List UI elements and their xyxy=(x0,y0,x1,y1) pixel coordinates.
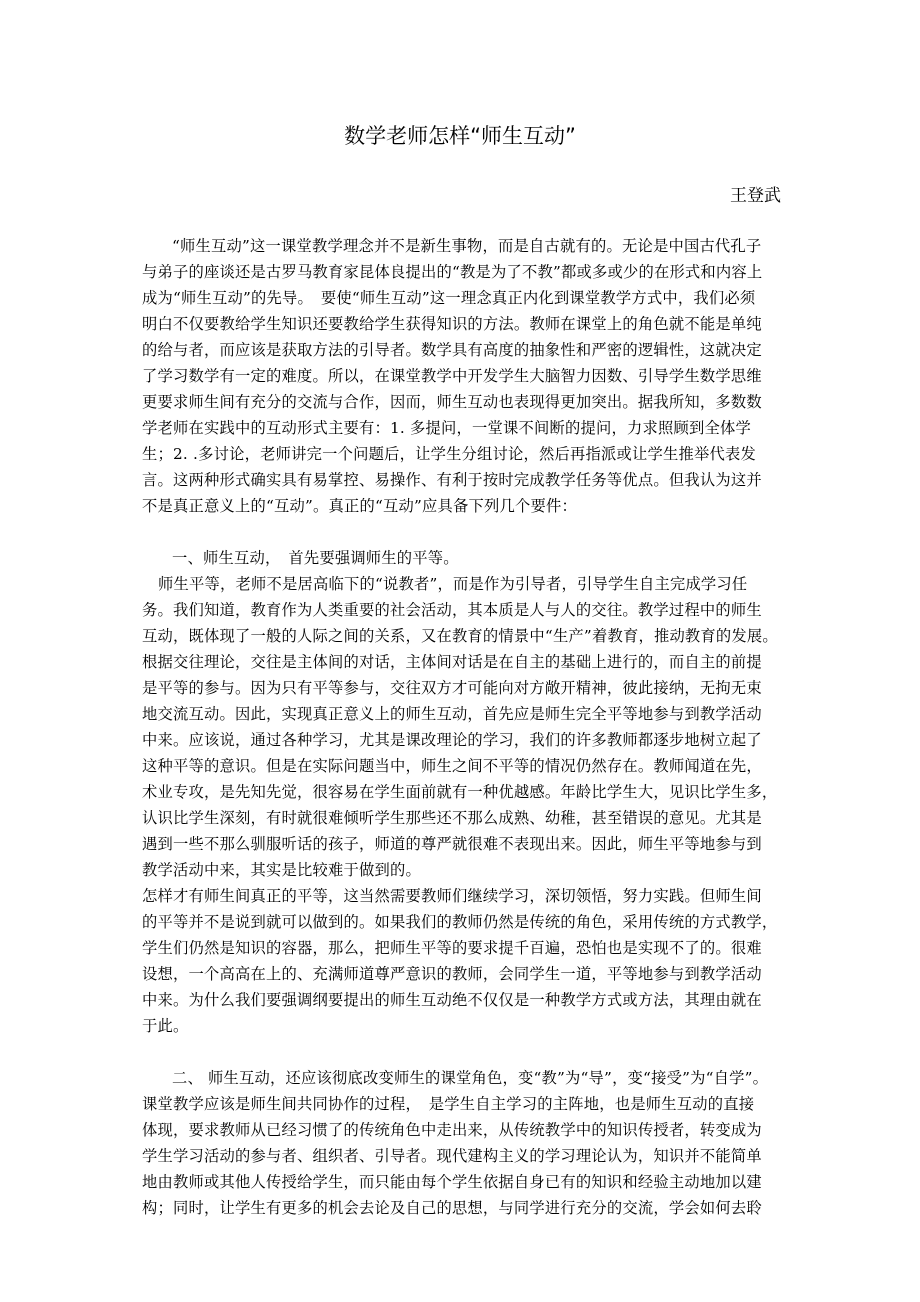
paragraph-line: 了学习数学有一定的难度。所以，在课堂教学中开发学生大脑智力因数、引导学生数学思维 xyxy=(142,367,762,385)
author-name: 王登武 xyxy=(730,186,781,206)
paragraph-line: 与弟子的座谈还是古罗马教育家昆体良提出的“教是为了不教”都或多或少的在形式和内容上 xyxy=(142,263,763,281)
paragraph-line: 生；2. .多讨论，老师讲完一个问题后，让学生分组讨论，然后再指派或让学生推举代表发 xyxy=(142,445,757,463)
paragraph-line: 体现，要求教师从已经习惯了的传统角色中走出来，从传统教学中的知识传授者，转变成为 xyxy=(142,1121,762,1139)
section-heading: 一、师生互动， 首先要强调师生的平等。 xyxy=(172,549,459,567)
paragraph-line: 的平等并不是说到就可以做到的。如果我们的教师仍然是传统的角色，采用传统的方式教学， xyxy=(142,913,778,931)
paragraph-line: 学生学习活动的参与者、组织者、引导者。现代建构主义的学习理论认为，知识并不能简单 xyxy=(142,1147,762,1165)
paragraph-line: 更要求师生间有充分的交流与合作，因而，师生互动也表现得更加突出。据我所知，多数数 xyxy=(142,393,762,411)
paragraph-line: 不是真正意义上的“互动”。真正的“互动”应具备下列几个要件： xyxy=(142,497,578,515)
paragraph-line: 务。我们知道，教育作为人类重要的社会活动，其本质是人与人的交往。教学过程中的师生 xyxy=(142,601,762,619)
paragraph-line: 根据交往理论，交往是主体间的对话，主体间对话是在自主的基础上进行的，而自主的前提 xyxy=(142,653,762,671)
paragraph-line: 怎样才有师生间真正的平等，这当然需要教师们继续学习，深切领悟，努力实践。但师生间 xyxy=(142,887,762,905)
document-title: 数学老师怎样“师生互动” xyxy=(344,124,576,148)
paragraph-line: 互动，既体现了一般的人际之间的关系，又在教育的情景中“生产”着教育，推动教育的发展。 xyxy=(142,627,778,645)
paragraph-line: 成为“师生互动”的先导。 要使“师生互动”这一理念真正内化到课堂教学方式中，我们必须 xyxy=(142,289,756,307)
paragraph-line: 构；同时，让学生有更多的机会去论及自己的思想，与同学进行充分的交流，学会如何去聆 xyxy=(142,1199,762,1217)
paragraph-line: 认识比学生深刻，有时就很难倾听学生那些还不那么成熟、幼稚，甚至错误的意见。尤其是 xyxy=(142,809,762,827)
paragraph-line: 地由教师或其他人传授给学生，而只能由每个学生依据自身已有的知识和经验主动地加以建 xyxy=(142,1173,762,1191)
paragraph-line: 明白不仅要教给学生知识还要教给学生获得知识的方法。教师在课堂上的角色就不能是单纯 xyxy=(142,315,762,333)
paragraph-line: 于此。 xyxy=(142,1017,189,1035)
paragraph-line: 是平等的参与。因为只有平等参与，交往双方才可能向对方敞开精神，彼此接纳，无拘无束 xyxy=(142,679,762,697)
paragraph-line: 中来。应该说，通过各种学习，尤其是课改理论的学习，我们的许多教师都逐步地树立起了 xyxy=(142,731,762,749)
paragraph-line: 学老师在实践中的互动形式主要有：1. 多提问，一堂课不间断的提问，力求照顾到全体学 xyxy=(142,419,751,437)
paragraph-line: 中来。为什么我们要强调纲要提出的师生互动绝不仅仅是一种教学方式或方法，其理由就在 xyxy=(142,991,762,1009)
section-heading: 二、 师生互动，还应该彻底改变师生的课堂角色，变“教”为“导”，变“接受”为“自学”。 xyxy=(172,1069,769,1087)
paragraph-line: 这种平等的意识。但是在实际问题当中，师生之间不平等的情况仍然存在。教师闻道在先， xyxy=(142,757,762,775)
paragraph-line: 教学活动中来，其实是比较难于做到的。 xyxy=(142,861,421,879)
paragraph-line: 设想，一个高高在上的、充满师道尊严意识的教师，会同学生一道，平等地参与到教学活动 xyxy=(142,965,762,983)
paragraph-line: 的给与者，而应该是获取方法的引导者。数学具有高度的抽象性和严密的逻辑性，这就决定 xyxy=(142,341,762,359)
paragraph-line: 师生平等，老师不是居高临下的“说教者”，而是作为引导者，引导学生自主完成学习任 xyxy=(158,575,748,593)
paragraph-line: 遇到一些不那么驯服听话的孩子，师道的尊严就很难不表现出来。因此，师生平等地参与到 xyxy=(142,835,762,853)
paragraph-line: 地交流互动。因此，实现真正意义上的师生互动，首先应是师生完全平等地参与到教学活动 xyxy=(142,705,762,723)
paragraph-line: 言。这两种形式确实具有易掌控、易操作、有利于按时完成教学任务等优点。但我认为这并 xyxy=(142,471,762,489)
paragraph-line: 术业专攻，是先知先觉，很容易在学生面前就有一种优越感。年龄比学生大，见识比学生多， xyxy=(142,783,778,801)
paragraph-line: “师生互动”这一课堂教学理念并不是新生事物，而是自古就有的。无论是中国古代孔子 xyxy=(172,237,762,255)
paragraph-line: 学生们仍然是知识的容器，那么，把师生平等的要求提千百遍，恐怕也是实现不了的。很难 xyxy=(142,939,762,957)
paragraph-line: 课堂教学应该是师生间共同协作的过程， 是学生自主学习的主阵地，也是师生互动的直接 xyxy=(142,1095,755,1113)
